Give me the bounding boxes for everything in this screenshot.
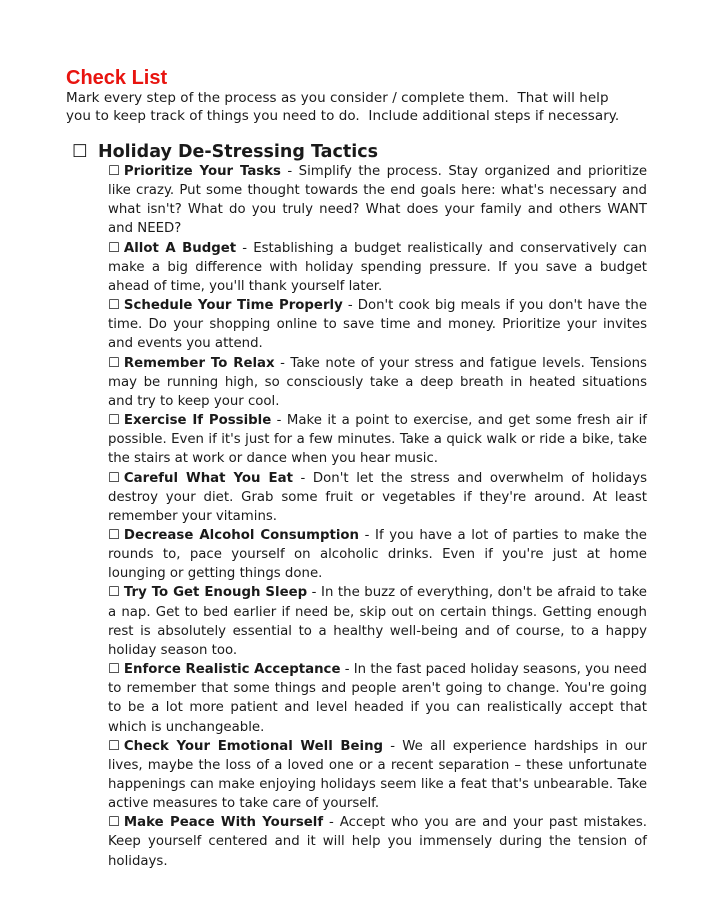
- item-title: Enforce Realistic Acceptance: [123, 662, 341, 678]
- item-text: - In the buzz of everything, don't be afraid to take a nap. Get to bed earlier if need be, skip out on certain things. Getting enough rest is absolutely essential to a healthy well-being and of course, to a happy holiday season too.: [108, 585, 647, 658]
- item-checkbox[interactable]: ☐: [108, 470, 120, 486]
- item-title: Schedule Your Time Properly: [123, 298, 343, 314]
- checklist-item: [108, 162, 647, 239]
- item-checkbox[interactable]: ☐: [108, 815, 120, 831]
- section-heading: [72, 140, 378, 164]
- item-text: - If you have a lot of parties to make the rounds to, pace yourself on alcoholic drinks. Even if you're just at home lounging or getting things done.: [108, 527, 647, 582]
- item-text: - We all experience hardships in our lives, maybe the loss of a loved one or a recent separation – these unfortunate happenings can make enjoying holidays seem like a feat that's unbearable. Take active measures to take care of yourself.: [108, 738, 647, 812]
- checklist-item: [108, 296, 647, 353]
- section-checkbox[interactable]: ☐: [72, 142, 88, 162]
- item-title: Make Peace With Yourself: [123, 815, 324, 831]
- checklist-item: [108, 469, 647, 526]
- item-title: Check Your Emotional Well Being: [123, 738, 384, 754]
- item-title: Decrease Alcohol Consumption: [123, 527, 360, 543]
- checklist-item: [108, 411, 647, 468]
- checklist: [108, 162, 647, 871]
- checklist-item: [108, 583, 647, 660]
- item-checkbox[interactable]: ☐: [108, 164, 120, 179]
- item-checkbox[interactable]: ☐: [108, 355, 120, 371]
- item-text: - In the fast paced holiday seasons, you need to remember that some things and people aren't going to change. You're going to be a lot more patient and level headed if you can realistically accept that which is unchangeable.: [108, 662, 647, 735]
- item-title: Allot A Budget: [123, 240, 237, 256]
- item-checkbox[interactable]: ☐: [108, 413, 120, 429]
- item-checkbox[interactable]: ☐: [108, 662, 120, 678]
- checklist-item: [108, 737, 647, 814]
- item-text: - Establishing a budget realistically and conservatively can make a big difference with holiday spending pressure. If you save a budget ahead of time, you'll thank yourself later.: [108, 240, 647, 294]
- item-text: - Don't cook big meals if you don't have the time. Do your shopping online to save time and money. Prioritize your invites and events you attend.: [108, 298, 647, 352]
- checklist-item: [108, 239, 647, 296]
- item-title: Exercise If Possible: [123, 413, 272, 429]
- document-intro: Mark every step of the process as you consider / complete them. That will help you to keep track of things you need to do. Include additional steps if necessary.: [66, 90, 620, 124]
- item-text: - Accept who you are and your past mistakes. Keep yourself centered and it will help you immensely during the tension of holidays.: [108, 815, 648, 869]
- item-text: - Take note of your stress and fatigue levels. Tensions may be running high, so consciously take a deep breath in heated situations and try to keep your cool.: [108, 355, 647, 409]
- item-checkbox[interactable]: ☐: [108, 527, 120, 543]
- item-text: - Simplify the process. Stay organized and prioritize like crazy. Put some thought towards the end goals here: what's necessary and what isn't? What do you truly need? What does your family and others WANT and NEED?: [108, 164, 648, 237]
- item-title: Remember To Relax: [123, 355, 275, 371]
- item-checkbox[interactable]: ☐: [108, 298, 120, 314]
- document-title: Check List: [66, 67, 168, 89]
- item-checkbox[interactable]: ☐: [108, 585, 120, 601]
- checklist-item: [108, 354, 647, 411]
- checklist-item: [108, 813, 647, 870]
- item-checkbox[interactable]: ☐: [108, 240, 120, 256]
- item-title: Prioritize Your Tasks: [123, 164, 281, 179]
- item-text: - Make it a point to exercise, and get some fresh air if possible. Even if it's just for a few minutes. Take a quick walk or ride a bike, take the stairs at work or dance when you hear music.: [108, 413, 647, 467]
- section-heading-text: Holiday De-Stressing Tactics: [98, 142, 379, 162]
- item-title: Careful What You Eat: [123, 470, 293, 486]
- item-title: Try To Get Enough Sleep: [123, 585, 308, 601]
- checklist-item: [108, 660, 647, 737]
- item-text: - Don't let the stress and overwhelm of holidays destroy your diet. Grab some fruit or vegetables if they're around. At least remember your vitamins.: [108, 470, 647, 524]
- item-checkbox[interactable]: ☐: [108, 738, 120, 754]
- checklist-item: [108, 526, 647, 583]
